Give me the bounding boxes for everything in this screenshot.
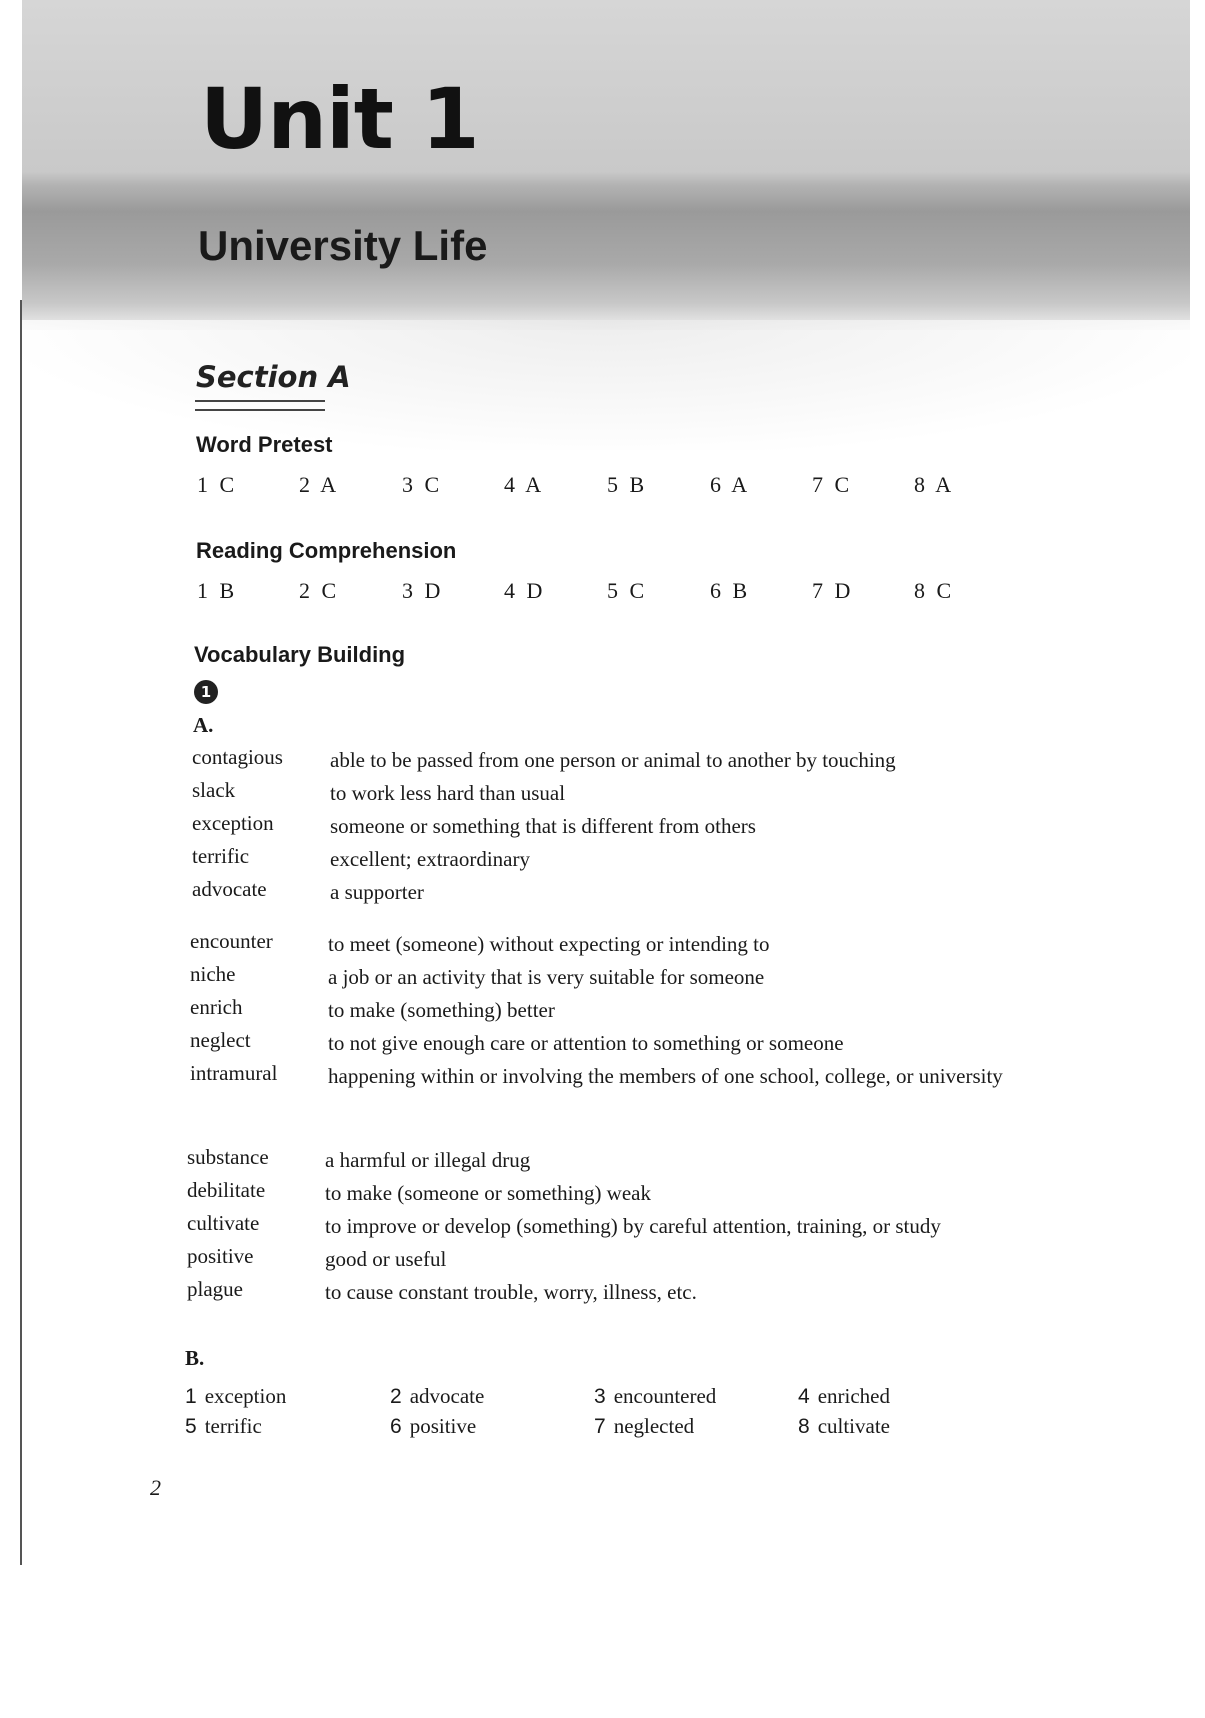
glossary-definition: to cause constant trouble, worry, illness, etc. [325,1280,697,1304]
answer-item: 5 C [607,578,648,603]
glossary-definition: a supporter [330,880,424,904]
glossary-term: plague [187,1277,243,1301]
exercise-number-badge: 1 [194,680,218,704]
part-b-answer [798,1384,890,1409]
glossary-term: cultivate [187,1211,260,1235]
glossary-definition: excellent; extraordinary [330,847,530,871]
vocabulary-building-heading: Vocabulary Building [194,642,406,667]
answer-word: enriched [817,1384,890,1408]
part-b-answer [798,1414,890,1439]
answer-item: 7 C [812,472,853,497]
part-b-answer [185,1414,262,1439]
part-b-answer [390,1384,484,1409]
answer-item: 1 C [197,472,238,497]
answer-word: exception [204,1384,287,1408]
glossary-definition: happening within or involving the members of one school, college, or university [328,1064,1003,1088]
answer-word: neglected [613,1414,695,1438]
answer-word: cultivate [817,1414,890,1438]
answer-number: 1 [185,1385,197,1408]
answer-item: 4 A [504,472,545,497]
glossary-term: exception [192,811,274,835]
part-b-label: B. [185,1346,205,1370]
glossary-term: substance [187,1145,269,1169]
margin-rule [20,300,22,1565]
answer-number: 6 [390,1415,402,1438]
part-a-label: A. [193,713,214,737]
answer-number: 4 [798,1385,810,1408]
answer-item: 6 A [710,472,751,497]
glossary-term: niche [190,962,236,986]
glossary-definition: to make (someone or something) weak [325,1181,651,1205]
answer-number: 8 [798,1415,810,1438]
answer-word: advocate [409,1384,485,1408]
glossary-term: neglect [190,1028,251,1052]
glossary-definition: a harmful or illegal drug [325,1148,531,1172]
unit-banner [22,0,1190,330]
answer-number: 7 [594,1415,606,1438]
answer-item: 6 B [710,578,751,603]
reading-comprehension-answers [197,578,997,608]
answer-word: positive [409,1414,477,1438]
answer-item: 3 D [402,578,444,603]
glossary-definition: to meet (someone) without expecting or intending to [328,932,770,956]
part-b-answer [390,1414,476,1439]
part-b-answer [594,1384,716,1409]
glossary-term: positive [187,1244,254,1268]
part-b-answer [185,1384,286,1409]
glossary-definition: a job or an activity that is very suitable for someone [328,965,765,989]
answer-item: 3 C [402,472,443,497]
glossary-term: encounter [190,929,273,953]
glossary-definition: to make (something) better [328,998,555,1022]
glossary-term: contagious [192,745,283,769]
reading-comprehension-heading: Reading Comprehension [196,538,457,563]
answer-item: 7 D [812,578,854,603]
unit-title: Unit 1 [200,70,479,168]
glossary-term: terrific [192,844,250,868]
glossary-term: enrich [190,995,243,1019]
answer-item: 5 B [607,472,648,497]
answer-number: 2 [390,1385,402,1408]
word-pretest-answers [197,472,997,502]
answer-word: terrific [204,1414,262,1438]
glossary-definition: to improve or develop (something) by careful attention, training, or study [325,1214,941,1238]
answer-item: 2 A [299,472,340,497]
answer-item: 8 A [914,472,955,497]
word-pretest-heading: Word Pretest [196,432,333,457]
glossary-definition: someone or something that is different from others [330,814,756,838]
answer-item: 8 C [914,578,955,603]
glossary-definition: to work less hard than usual [330,781,566,805]
glossary-definition: to not give enough care or attention to something or someone [328,1031,844,1055]
glossary-definition: able to be passed from one person or animal to another by touching [330,748,896,772]
part-b-answer [594,1414,694,1439]
glossary-term: debilitate [187,1178,266,1202]
glossary-definition: good or useful [325,1247,447,1271]
answer-number: 5 [185,1415,197,1438]
answer-number: 3 [594,1385,606,1408]
section-heading: Section A [196,360,351,394]
answer-item: 4 D [504,578,546,603]
glossary-term: intramural [190,1061,278,1085]
glossary-term: advocate [192,877,267,901]
unit-subtitle: University Life [198,222,488,269]
page-number: 2 [150,1475,161,1500]
answer-word: encountered [613,1384,717,1408]
answer-item: 2 C [299,578,340,603]
glossary-term: slack [192,778,236,802]
section-underline [195,400,325,411]
answer-item: 1 B [197,578,238,603]
